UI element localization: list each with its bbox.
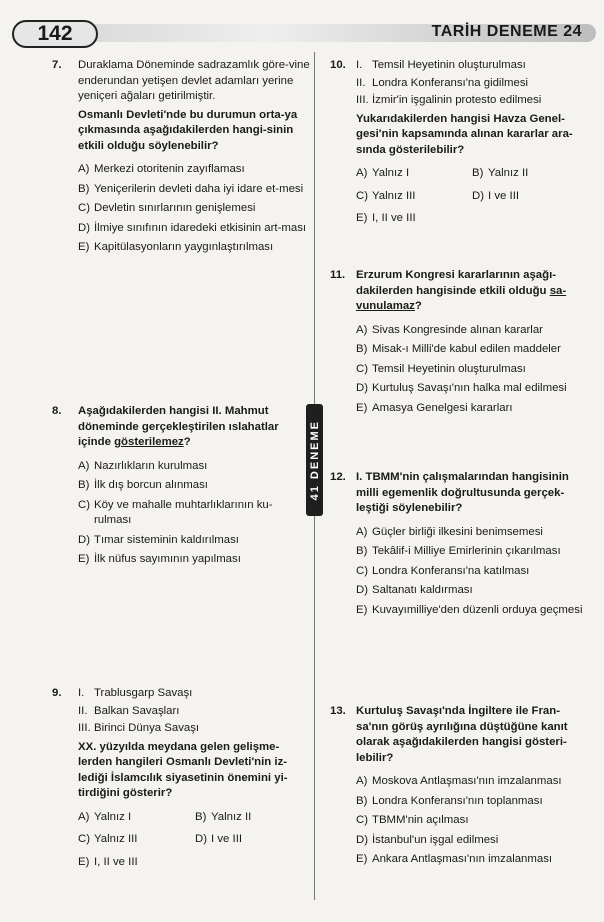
statement-text: Londra Konferansı'na gidilmesi xyxy=(372,76,529,89)
question-number: 9. xyxy=(52,687,62,699)
question-9 xyxy=(52,686,312,874)
statement-item xyxy=(356,76,588,92)
option-c[interactable] xyxy=(78,498,304,529)
statement-text: Trablusgarp Savaşı xyxy=(94,687,193,699)
option-text: Yalnız II xyxy=(488,167,529,179)
option-letter: B) xyxy=(356,343,368,355)
statement-item xyxy=(78,721,312,737)
options xyxy=(356,166,588,231)
option-letter: C) xyxy=(78,202,91,214)
option-text: I ve III xyxy=(488,189,520,202)
option-text: Saltanatı kaldırması xyxy=(372,584,473,596)
option-e[interactable] xyxy=(78,552,304,568)
option-a[interactable] xyxy=(78,810,195,826)
option-text: İlk dış borcun alınması xyxy=(94,479,208,491)
option-d[interactable] xyxy=(78,533,304,549)
question-prompt xyxy=(356,268,588,315)
option-letter: E) xyxy=(78,855,90,868)
question-stem: Duraklama Döneminde sadrazamlık göre-vine enderundan yetişen devlet adamları yerine yeniçeri ağaları getirilmiştir. xyxy=(78,59,310,102)
option-letter: C) xyxy=(356,362,369,375)
prompt-end: ? xyxy=(414,300,422,312)
option-b[interactable] xyxy=(356,544,588,560)
option-c[interactable] xyxy=(78,201,312,217)
option-e[interactable] xyxy=(356,603,588,619)
option-letter: D) xyxy=(356,584,369,596)
option-b[interactable] xyxy=(356,794,588,810)
option-letter: A) xyxy=(78,810,90,823)
statement-list xyxy=(78,686,312,737)
option-c[interactable] xyxy=(78,832,195,848)
prompt-emphasis: gösterilemez xyxy=(114,436,184,448)
side-tab xyxy=(306,404,323,516)
option-letter: A) xyxy=(356,167,368,179)
question-prompt xyxy=(78,404,304,451)
question-number: 13. xyxy=(330,705,346,717)
option-text: Devletin sınırlarının genişlemesi xyxy=(94,202,256,214)
statement-list xyxy=(356,58,588,109)
option-d[interactable] xyxy=(195,832,312,848)
statement-text: Balkan Savaşları xyxy=(94,704,180,717)
option-letter: C) xyxy=(78,833,91,845)
option-text: Yalnız II xyxy=(211,810,252,823)
question-number: 7. xyxy=(52,59,62,71)
option-letter: B) xyxy=(356,545,368,557)
prompt-end: ? xyxy=(183,436,191,448)
question-prompt: Kurtuluş Savaşı'nda İngiltere ile Fran-sa'nın görüş ayrılığına düştüğüne kanıt olarak aşağıdakilerden hangisi gösteri-lebilir? xyxy=(356,705,568,764)
statement-item xyxy=(356,58,588,74)
question-13 xyxy=(330,704,588,872)
prompt-text: Erzurum Kongresi kararlarının aşağı-dakilerden hangisinde etkili olduğu xyxy=(356,269,557,297)
question-11 xyxy=(330,268,588,420)
option-letter: D) xyxy=(356,382,369,394)
question-prompt: I. TBMM'nin çalışmalarından hangisinin milli egemenlik doğrultusunda gerçek-leştiği söylenebilir? xyxy=(356,471,569,514)
option-text: Londra Konferansı'na katılması xyxy=(372,564,530,577)
option-text: Amasya Genelgesi kararları xyxy=(372,401,513,414)
option-e[interactable] xyxy=(356,401,588,417)
option-text: Güçler birliği ilkesini benimsemesi xyxy=(372,525,543,538)
option-c[interactable] xyxy=(356,564,588,580)
option-letter: E) xyxy=(356,853,368,865)
question-prompt: Yukarıdakilerden hangisi Havza Genel-gesi'nin kapsamında alınan kararlar ara-sında gösterilebilir? xyxy=(356,112,573,156)
options xyxy=(78,810,312,875)
option-d[interactable] xyxy=(78,221,312,237)
option-letter: D) xyxy=(195,833,208,845)
page-number: 142 xyxy=(12,20,98,48)
option-letter: D) xyxy=(472,189,485,202)
option-a[interactable] xyxy=(356,323,588,339)
option-text: I ve III xyxy=(211,833,243,845)
statement-item xyxy=(356,93,588,109)
option-letter: E) xyxy=(78,241,90,253)
question-8 xyxy=(52,404,304,572)
option-letter: E) xyxy=(356,603,368,616)
option-letter: E) xyxy=(356,401,368,414)
option-c[interactable] xyxy=(356,362,588,378)
option-letter: D) xyxy=(78,533,91,546)
option-text: Köy ve mahalle muhtarlıklarının ku-rulması xyxy=(94,498,273,526)
option-letter: A) xyxy=(78,459,90,472)
options xyxy=(356,323,588,417)
option-letter: C) xyxy=(356,814,369,826)
options xyxy=(78,162,312,256)
option-b[interactable] xyxy=(195,810,312,826)
option-a[interactable] xyxy=(78,162,312,178)
option-text: Kurtuluş Savaşı'nın halka mal edilmesi xyxy=(372,382,567,394)
options xyxy=(356,525,588,619)
option-letter: E) xyxy=(356,212,368,224)
question-7 xyxy=(52,58,312,260)
options xyxy=(78,459,304,568)
statement-numeral: III. xyxy=(78,722,91,734)
question-prompt: Osmanlı Devleti'nde bu durumun orta-ya çıkmasında aşağıdakilerden hangi-sinin etkili olduğu söylenebilir? xyxy=(78,108,298,152)
question-number: 8. xyxy=(52,405,62,417)
option-text: Misak-ı Milli'de kabul edilen maddeler xyxy=(372,343,561,355)
statement-text: Temsil Heyetinin oluşturulması xyxy=(372,59,526,71)
option-text: İstanbul'un işgal edilmesi xyxy=(372,833,499,846)
option-d[interactable] xyxy=(356,583,588,599)
option-letter: C) xyxy=(356,189,369,202)
question-12 xyxy=(330,470,588,622)
statement-numeral: I. xyxy=(356,59,363,71)
option-letter: D) xyxy=(78,221,91,234)
option-e[interactable] xyxy=(356,852,588,868)
option-b[interactable] xyxy=(472,166,588,182)
option-b[interactable] xyxy=(78,478,304,494)
option-text: Londra Konferansı'nın toplanması xyxy=(372,794,543,807)
option-text: İlmiye sınıfının idaredeki etkisinin art-ması xyxy=(94,221,307,234)
option-text: Yalnız I xyxy=(372,167,410,179)
option-text: Yalnız I xyxy=(94,810,132,823)
prompt-emphasis: sa-vunulamaz xyxy=(356,284,567,312)
option-text: Ankara Antlaşması'nın imzalanması xyxy=(372,853,553,865)
option-a[interactable] xyxy=(78,459,304,475)
statement-numeral: II. xyxy=(356,76,366,89)
option-a[interactable] xyxy=(356,525,588,541)
option-text: İlk nüfus sayımının yapılması xyxy=(94,553,241,565)
option-text: Yeniçerilerin devleti daha iyi idare et-mesi xyxy=(94,182,304,195)
question-number: 12. xyxy=(330,471,346,483)
option-letter: A) xyxy=(78,163,90,175)
option-text: TBMM'nin açılması xyxy=(372,814,469,826)
option-letter: E) xyxy=(78,553,90,565)
option-a[interactable] xyxy=(356,774,588,790)
option-text: Yalnız III xyxy=(94,833,138,845)
option-text: Kuvayımilliye'den düzenli orduya geçmesi xyxy=(372,603,583,616)
option-text: Tımar sisteminin kaldırılması xyxy=(94,533,239,546)
question-number: 10. xyxy=(330,59,346,71)
option-letter: D) xyxy=(356,833,369,846)
question-prompt: XX. yüzyılda meydana gelen gelişme-lerden hangileri Osmanlı Devleti'nin iz-lediği İslamcılık siyasetinin önemini yi-tirdiğini gösterir? xyxy=(78,740,288,799)
option-text: Kapitülasyonların yaygınlaştırılması xyxy=(94,241,274,253)
statement-numeral: I. xyxy=(78,687,85,699)
option-letter: C) xyxy=(78,498,91,511)
option-d[interactable] xyxy=(472,189,588,205)
statement-numeral: II. xyxy=(78,704,88,717)
option-letter: A) xyxy=(356,323,368,336)
statement-item xyxy=(78,686,312,702)
option-text: Yalnız III xyxy=(372,189,416,202)
option-letter: A) xyxy=(356,525,368,538)
option-text: Temsil Heyetinin oluşturulması xyxy=(372,362,526,375)
option-e[interactable] xyxy=(78,240,312,256)
option-text: I, II ve III xyxy=(94,855,138,868)
option-text: I, II ve III xyxy=(372,212,416,224)
option-d[interactable] xyxy=(356,833,588,849)
option-d[interactable] xyxy=(356,381,588,397)
option-letter: B) xyxy=(356,794,368,807)
option-letter: B) xyxy=(78,182,90,195)
options xyxy=(356,774,588,868)
option-letter: B) xyxy=(78,479,90,491)
statement-item xyxy=(78,704,312,720)
option-letter: A) xyxy=(356,775,368,787)
option-c[interactable] xyxy=(356,189,472,205)
side-tab-label: 41 DENEME xyxy=(308,419,321,501)
question-10 xyxy=(330,58,588,231)
prompt-text: Aşağıdakilerden hangisi II. Mahmut döneminde gerçekleştirilen ıslahatlar içinde xyxy=(78,405,279,448)
option-b[interactable] xyxy=(78,182,312,198)
exam-title: TARİH DENEME 24 xyxy=(431,23,582,40)
option-text: Sivas Kongresinde alınan kararlar xyxy=(372,323,543,336)
page-header xyxy=(8,18,596,48)
option-e[interactable] xyxy=(78,855,195,871)
option-letter: B) xyxy=(472,167,484,179)
option-text: Merkezi otoritenin zayıflaması xyxy=(94,163,245,175)
question-number: 11. xyxy=(330,269,346,281)
option-text: Nazırlıkların kurulması xyxy=(94,459,208,472)
option-letter: C) xyxy=(356,564,369,577)
option-text: Tekâlif-i Milliye Emirlerinin çıkarılması xyxy=(372,545,561,557)
statement-text: Birinci Dünya Savaşı xyxy=(94,722,200,734)
option-b[interactable] xyxy=(356,342,588,358)
option-text: Moskova Antlaşması'nın imzalanması xyxy=(372,775,562,787)
option-letter: B) xyxy=(195,810,207,823)
option-a[interactable] xyxy=(356,166,472,182)
option-e[interactable] xyxy=(356,211,472,227)
statement-numeral: III. xyxy=(356,94,369,106)
statement-text: İzmir'in işgalinin protesto edilmesi xyxy=(372,94,542,106)
option-c[interactable] xyxy=(356,813,588,829)
